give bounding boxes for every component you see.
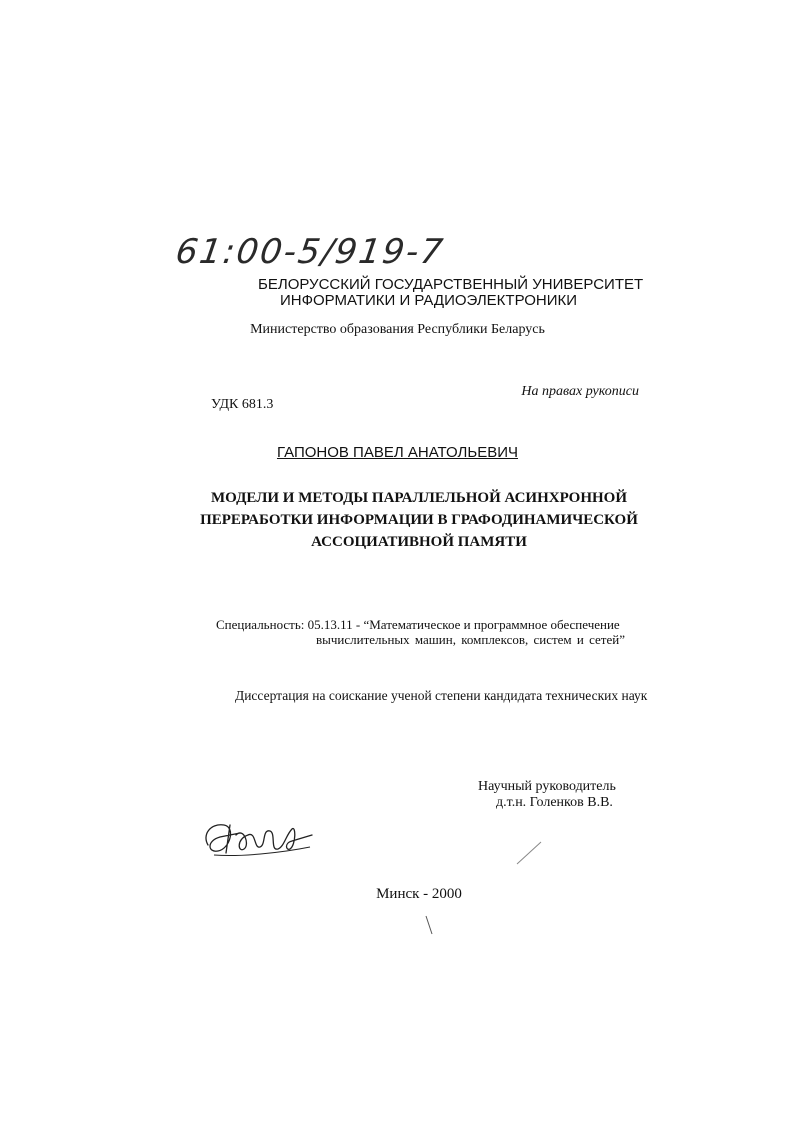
ministry-line: Министерство образования Республики Беларусь	[250, 322, 545, 337]
signature-icon	[200, 805, 320, 865]
archive-number-handwritten: 61:00-5/919-7	[173, 232, 447, 272]
title-line-3: АССОЦИАТИВНОЙ ПАМЯТИ	[311, 534, 527, 550]
author-name: ГАПОНОВ ПАВЕЛ АНАТОЛЬЕВИЧ	[276, 444, 519, 461]
title-line-2: ПЕРЕРАБОТКИ ИНФОРМАЦИИ В ГРАФОДИНАМИЧЕСКОЙ	[200, 512, 638, 528]
city-year: Минск - 2000	[376, 886, 462, 902]
university-name-line2: ИНФОРМАТИКИ И РАДИОЭЛЕКТРОНИКИ	[280, 292, 578, 309]
specialty-line-1: Специальность: 05.13.11 - “Математическое и программное обеспечение	[216, 617, 620, 632]
title-line-1: МОДЕЛИ И МЕТОДЫ ПАРАЛЛЕЛЬНОЙ АСИНХРОННОЙ	[211, 490, 627, 506]
dissertation-degree: Диссертация на соискание ученой степени кандидата технических наук	[235, 688, 648, 703]
manuscript-rights: На правах рукописи	[521, 384, 639, 399]
supervisor-label: Научный руководитель	[478, 779, 616, 794]
supervisor-name: д.т.н. Голенков В.В.	[496, 795, 613, 810]
specialty-line-2: вычислительных машин, комплексов, систем и сетей”	[316, 632, 625, 647]
dissertation-title	[0, 487, 795, 553]
stray-stroke-icon	[423, 914, 435, 936]
pencil-mark-icon	[515, 838, 545, 868]
udk-code: УДК 681.3	[211, 397, 274, 412]
university-name-line1: БЕЛОРУССКИЙ ГОСУДАРСТВЕННЫЙ УНИВЕРСИТЕТ	[258, 276, 644, 293]
